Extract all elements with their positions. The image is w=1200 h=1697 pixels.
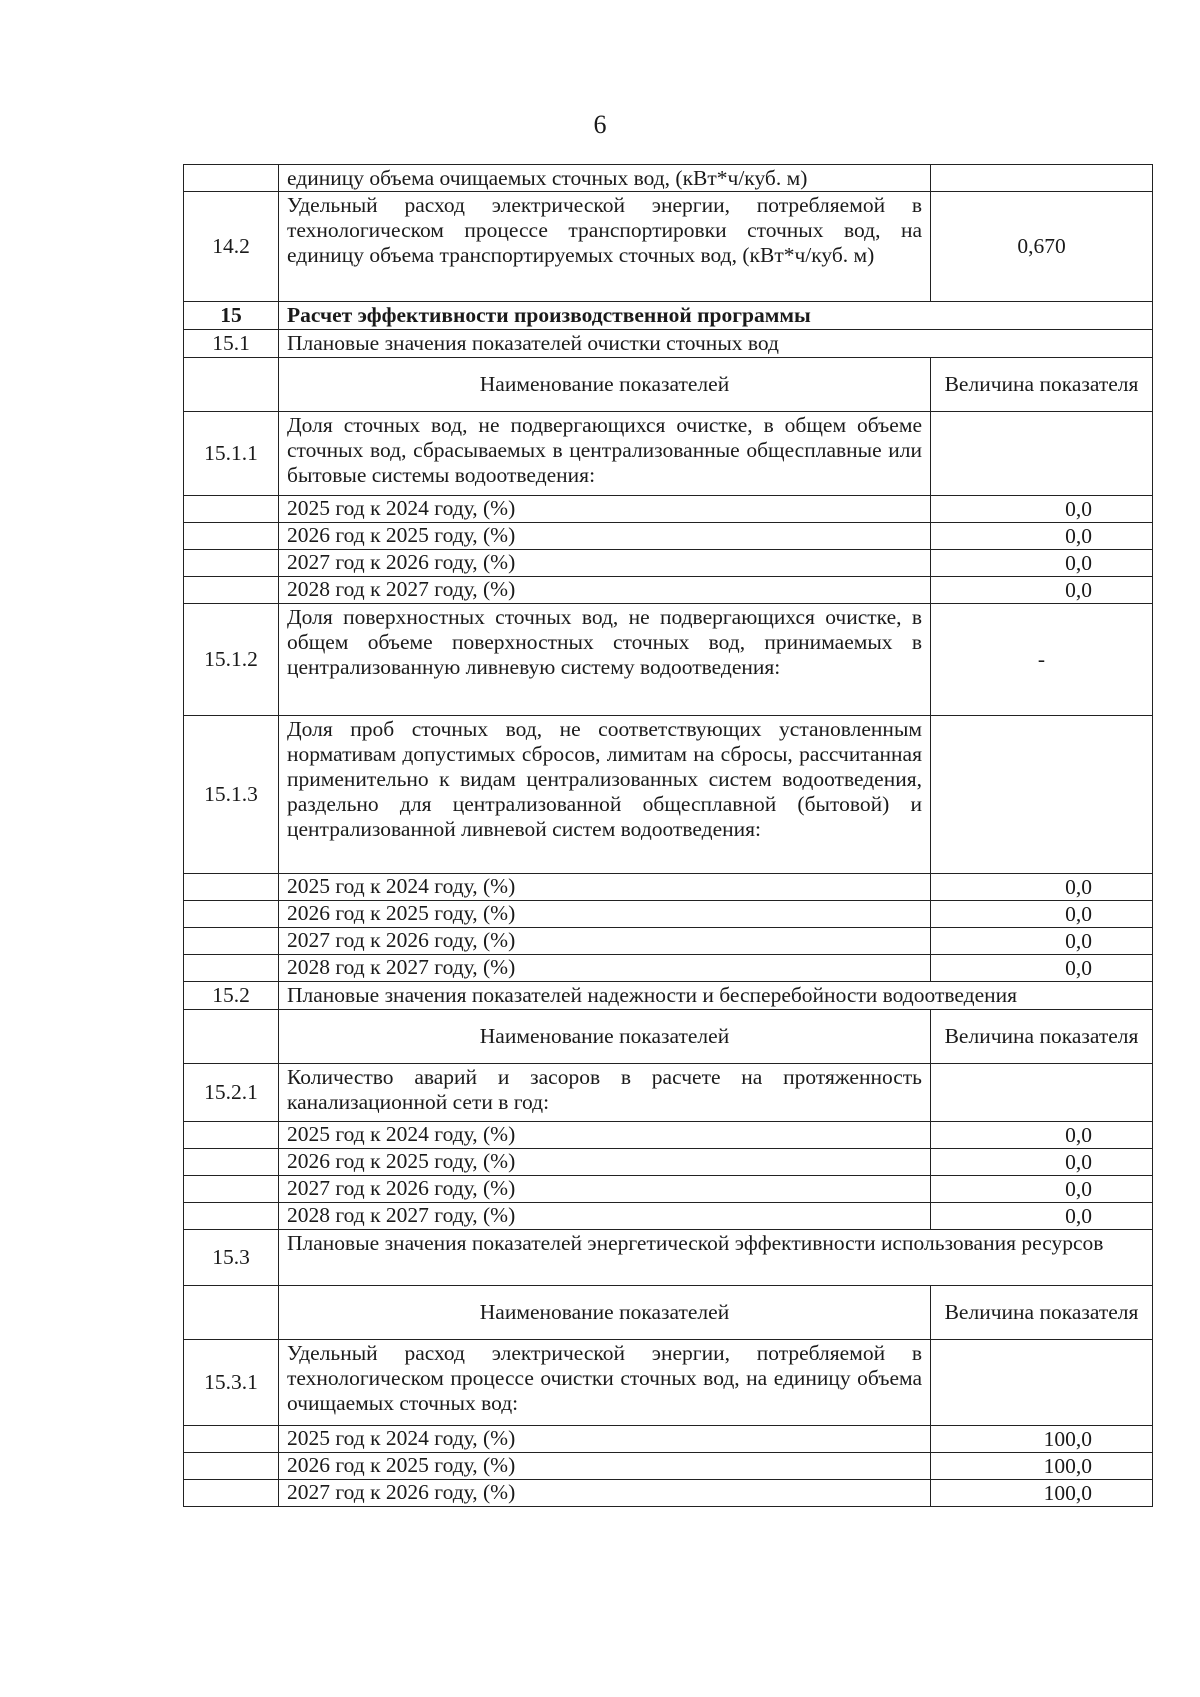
header-blank: [184, 357, 279, 411]
year-value: 0,0: [931, 495, 1153, 522]
header-value: Величина показателя: [931, 357, 1153, 411]
column-header-row: [184, 1285, 1153, 1339]
year-label: 2026 год к 2025 году, (%): [279, 1452, 931, 1479]
year-value: 0,0: [931, 1148, 1153, 1175]
table-row: [184, 411, 1153, 495]
year-value: 0,0: [931, 1121, 1153, 1148]
year-row: [184, 900, 1153, 927]
row-description: Удельный расход электрической энергии, потребляемой в технологическом процессе очистки сточных вод, на единицу объема очищаемых сточных вод:: [279, 1339, 931, 1425]
row-description: единицу объема очищаемых сточных вод, (кВт*ч/куб. м): [279, 165, 931, 192]
year-row: [184, 1202, 1153, 1229]
year-label: 2027 год к 2026 году, (%): [279, 1175, 931, 1202]
year-value: 0,0: [931, 549, 1153, 576]
header-blank: [184, 1285, 279, 1339]
row-value: [931, 411, 1153, 495]
year-row: [184, 522, 1153, 549]
year-value: 0,0: [931, 1202, 1153, 1229]
table-row: [184, 715, 1153, 873]
year-value: 0,0: [931, 927, 1153, 954]
year-label: 2026 год к 2025 году, (%): [279, 522, 931, 549]
row-value: [931, 165, 1153, 192]
year-label: 2025 год к 2024 году, (%): [279, 495, 931, 522]
year-row: [184, 495, 1153, 522]
column-header-row: [184, 1009, 1153, 1063]
section-title: Расчет эффективности производственной программы: [279, 301, 1153, 329]
year-value: 0,0: [931, 1175, 1153, 1202]
table-row: [184, 603, 1153, 715]
table-row: [184, 191, 1153, 301]
row-value: -: [931, 603, 1153, 715]
row-value: [931, 1339, 1153, 1425]
section-number: 15.3: [184, 1229, 279, 1285]
year-value: 100,0: [931, 1452, 1153, 1479]
year-row: [184, 1479, 1153, 1506]
year-value: 100,0: [931, 1479, 1153, 1506]
year-row: [184, 1175, 1153, 1202]
table-row: [184, 1339, 1153, 1425]
row-description: Удельный расход электрической энергии, потребляемой в технологическом процессе транспортировки сточных вод, на единицу объема транспортируемых сточных вод, (кВт*ч/куб. м): [279, 191, 931, 301]
year-row: [184, 927, 1153, 954]
section-row: [184, 1229, 1153, 1285]
year-label: 2026 год к 2025 году, (%): [279, 1148, 931, 1175]
row-description: Доля сточных вод, не подвергающихся очистке, в общем объеме сточных вод, сбрасываемых в централизованные общесплавные или бытовые системы водоотведения:: [279, 411, 931, 495]
year-label: 2028 год к 2027 году, (%): [279, 954, 931, 981]
year-value: 0,0: [931, 900, 1153, 927]
year-label: 2025 год к 2024 году, (%): [279, 873, 931, 900]
year-value: 0,0: [931, 954, 1153, 981]
row-description: Количество аварий и засоров в расчете на протяженность канализационной сети в год:: [279, 1063, 931, 1121]
page-number: 6: [593, 110, 607, 139]
year-value: 0,0: [931, 576, 1153, 603]
year-label: 2025 год к 2024 году, (%): [279, 1425, 931, 1452]
section-number: 15.2: [184, 981, 279, 1009]
year-label: 2027 год к 2026 году, (%): [279, 927, 931, 954]
year-value: 100,0: [931, 1425, 1153, 1452]
year-label: 2027 год к 2026 году, (%): [279, 1479, 931, 1506]
year-row: [184, 954, 1153, 981]
header-blank: [184, 1009, 279, 1063]
header-name: Наименование показателей: [279, 357, 931, 411]
year-row: [184, 1425, 1153, 1452]
year-row: [184, 873, 1153, 900]
year-row: [184, 576, 1153, 603]
row-value: 0,670: [931, 191, 1153, 301]
section-row: [184, 981, 1153, 1009]
header-value: Величина показателя: [931, 1285, 1153, 1339]
year-row: [184, 549, 1153, 576]
year-value: 0,0: [931, 522, 1153, 549]
row-number: 15.2.1: [184, 1063, 279, 1121]
row-number: 15.1.1: [184, 411, 279, 495]
year-label: 2028 год к 2027 году, (%): [279, 576, 931, 603]
row-value: [931, 715, 1153, 873]
row-number: 15.1.2: [184, 603, 279, 715]
row-number: 14.2: [184, 191, 279, 301]
year-value: 0,0: [931, 873, 1153, 900]
section-row: [184, 301, 1153, 329]
year-label: 2028 год к 2027 году, (%): [279, 1202, 931, 1229]
section-title: Плановые значения показателей энергетической эффективности использования ресурсов: [279, 1229, 1153, 1285]
section-title: Плановые значения показателей очистки сточных вод: [279, 329, 1153, 357]
year-row: [184, 1452, 1153, 1479]
table-row: [184, 1063, 1153, 1121]
section-number: 15.1: [184, 329, 279, 357]
section-number: 15: [184, 301, 279, 329]
row-description: Доля поверхностных сточных вод, не подвергающихся очистке, в общем объеме поверхностных сточных вод, принимаемых в централизованную ливневую систему водоотведения:: [279, 603, 931, 715]
section-row: [184, 329, 1153, 357]
table-row: [184, 165, 1153, 192]
row-number: 15.1.3: [184, 715, 279, 873]
section-title: Плановые значения показателей надежности и бесперебойности водоотведения: [279, 981, 1153, 1009]
year-label: 2026 год к 2025 году, (%): [279, 900, 931, 927]
header-name: Наименование показателей: [279, 1009, 931, 1063]
year-row: [184, 1148, 1153, 1175]
row-number: [184, 165, 279, 192]
header-value: Величина показателя: [931, 1009, 1153, 1063]
column-header-row: [184, 357, 1153, 411]
year-label: 2025 год к 2024 году, (%): [279, 1121, 931, 1148]
year-label: 2027 год к 2026 году, (%): [279, 549, 931, 576]
row-number: 15.3.1: [184, 1339, 279, 1425]
year-row: [184, 1121, 1153, 1148]
row-description: Доля проб сточных вод, не соответствующих установленным нормативам допустимых сбросов, лимитам на сбросы, рассчитанная применительно к видам централизованных систем водоотведения, раздельно для централизованной общесплавной (бытовой) и централизованной ливневой систем водоотведения:: [279, 715, 931, 873]
indicators-table: [183, 164, 1153, 1507]
row-value: [931, 1063, 1153, 1121]
header-name: Наименование показателей: [279, 1285, 931, 1339]
